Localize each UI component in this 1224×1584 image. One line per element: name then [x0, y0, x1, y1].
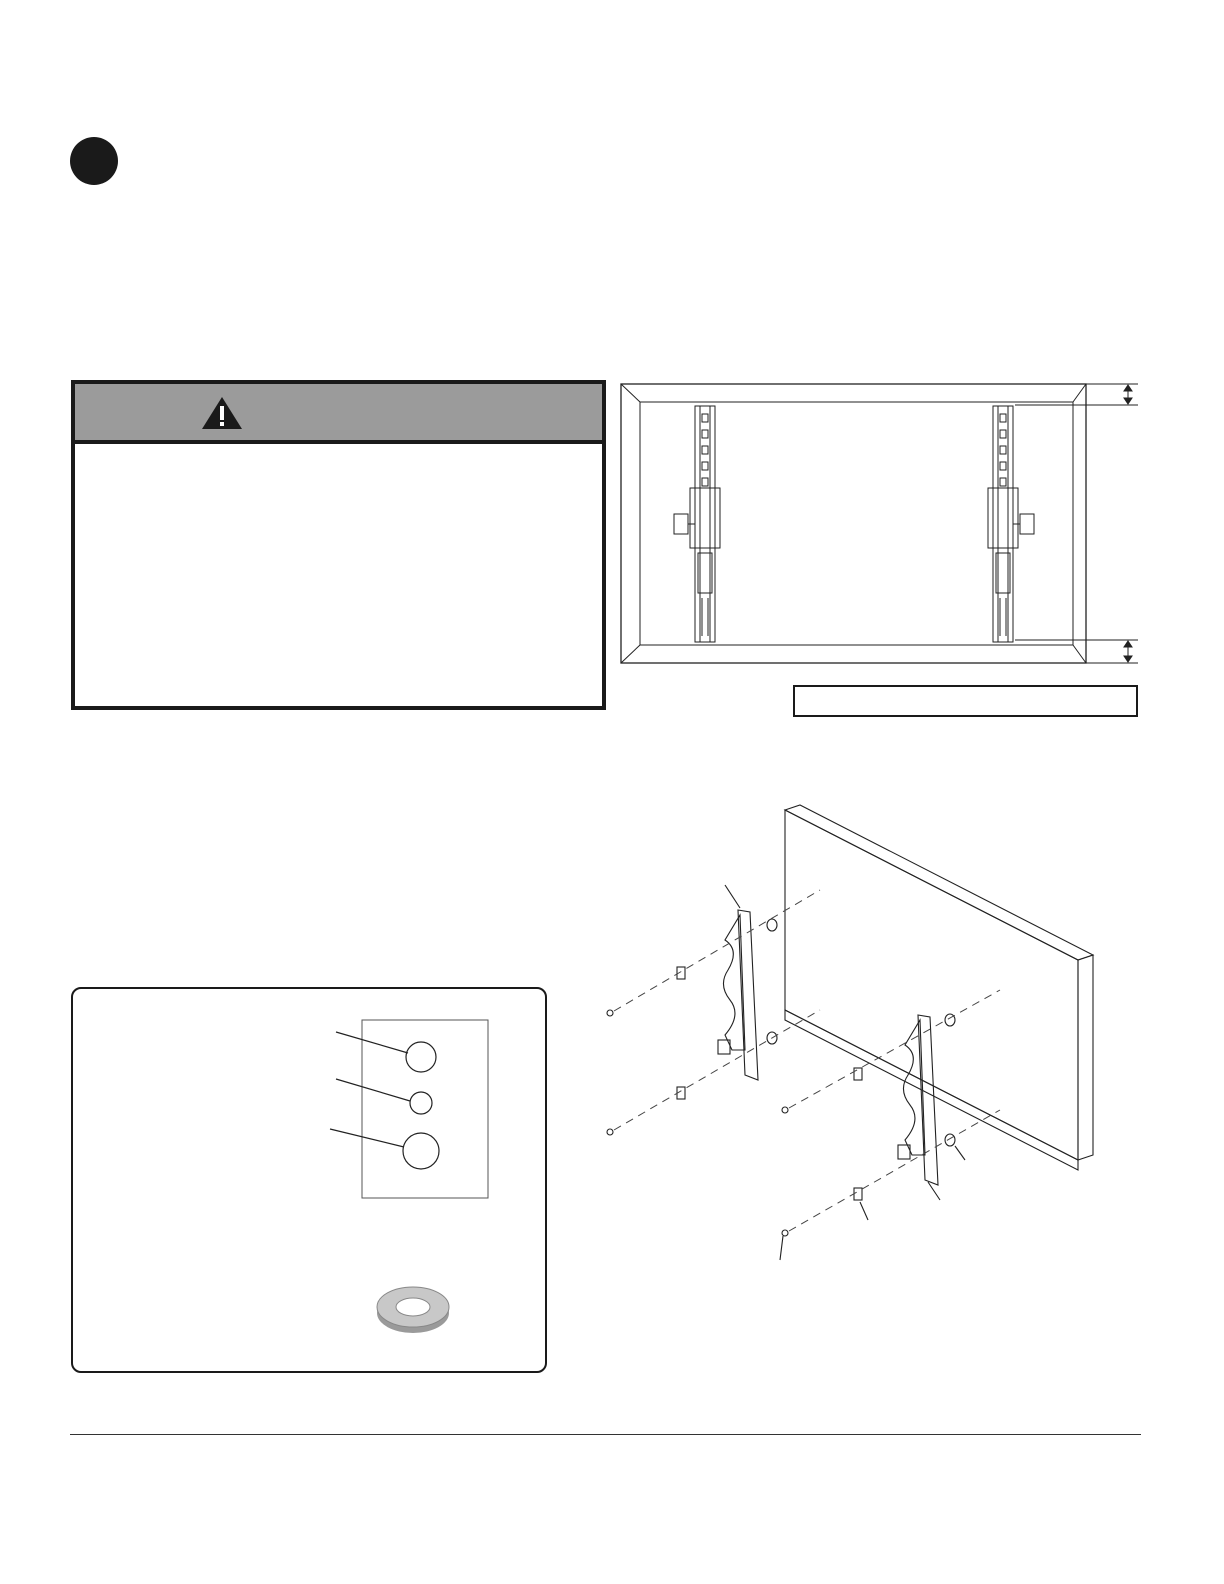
step-number-badge	[70, 137, 118, 185]
diagram-caption	[793, 685, 1138, 717]
hole-size-gauge-icon	[328, 1017, 493, 1202]
footer-divider	[70, 1434, 1141, 1435]
warning-box	[71, 380, 606, 710]
hardware-reference-box	[71, 987, 547, 1373]
brackets-on-display-back-icon	[618, 378, 1148, 678]
warning-triangle-icon	[201, 396, 243, 430]
exploded-bracket-assembly-icon	[600, 800, 1100, 1270]
washer-icon	[373, 1279, 453, 1339]
warning-header	[75, 384, 602, 444]
